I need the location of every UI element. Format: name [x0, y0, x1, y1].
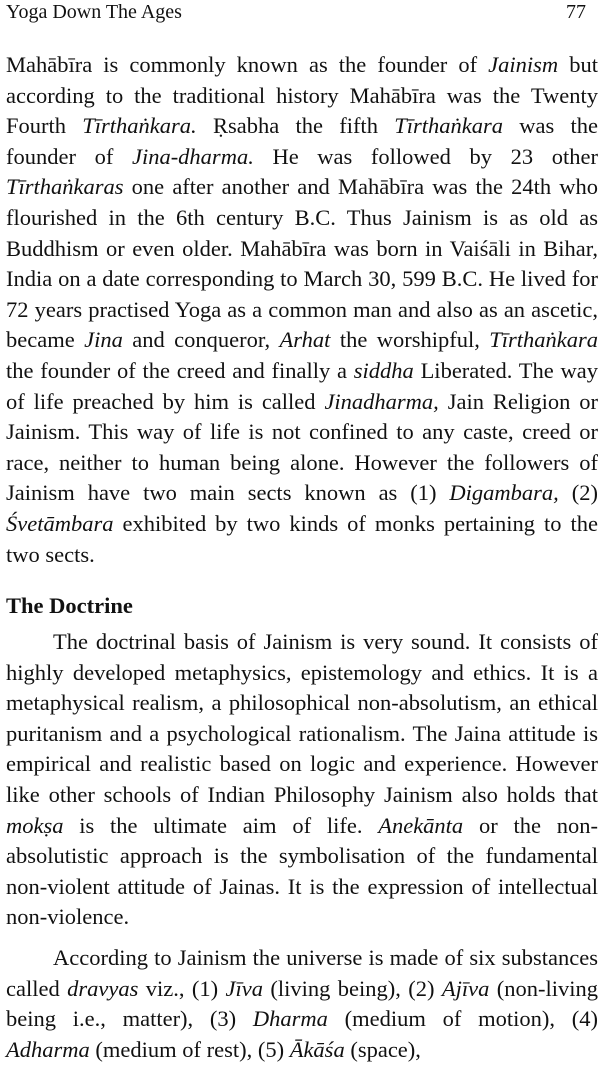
italic-term: Digambara, — [449, 480, 559, 506]
paragraph-3: According to Jainism the universe is made of six substances called dravyas viz., (1) Jīva (living being), (2) Ajīva (non-living being i.e., matter), (3) Dharma (medium of motion), (4) Adharma (medium of rest), (5) Ākāśa (space), — [6, 945, 598, 1062]
italic-term: Śvetāmbara — [6, 510, 114, 536]
section-heading: The Doctrine — [6, 593, 133, 619]
body-text — [6, 50, 598, 1065]
italic-term: Dharma — [252, 1006, 328, 1032]
page-number: 77 — [566, 1, 586, 23]
italic-term: Jina — [84, 327, 123, 353]
running-title: Yoga Down The Ages — [6, 1, 182, 23]
italic-term: Jainism — [488, 52, 559, 77]
italic-term: Ajīva — [441, 975, 490, 1001]
italic-term: mokṣa — [6, 812, 64, 838]
italic-term: dravyas — [67, 975, 139, 1001]
italic-term: siddha — [353, 357, 414, 383]
italic-term: Jīva — [225, 975, 263, 1001]
italic-term: Tīrthaṅkara — [394, 113, 503, 139]
italic-term: Adharma — [6, 1036, 90, 1062]
italic-term: Anekānta — [378, 812, 464, 838]
italic-term: Arhat — [279, 327, 331, 353]
italic-term: Jinadharma, — [324, 388, 439, 414]
italic-term: Ākāśa — [289, 1036, 345, 1062]
italic-term: Tīrthaṅkara. — [82, 113, 197, 139]
page-header — [0, 0, 600, 30]
paragraph-2: The doctrinal basis of Jainism is very sound. It consists of highly developed metaphysics, epistemology and ethics. It is a metaphysical realism, a philosophical non-absolutism, an ethical puritanism and a psychological rationalism. The Jaina attitude is empirical and realistic based on logic and experience. However like other schools of Indian Philosophy Jainism also holds that mokṣa is the ultimate aim of life. Anekānta or the non-absolutistic approach is the symbolisation of the fundamental non-violent attitude of Jainas. It is the expression of intellectual non-violence. — [6, 629, 598, 930]
italic-term: Tīrthaṅkaras — [6, 174, 124, 200]
italic-term: Jina-dharma. — [131, 143, 254, 169]
italic-term: Tīrthaṅkara — [489, 327, 599, 353]
paragraph-1: Mahābīra is commonly known as the founder of Jainism but according to the traditional history Mahābīra was the Twenty Fourth Tīrthaṅkara. Ṛsabha the fifth Tīrthaṅkara was the founder of Jina-dharma. He was followed by 23 other Tīrthaṅkaras one after another and Mahābīra was the 24th who flourished in the 6th century B.C. Thus Jainism is as old as Buddhism or even older. Mahābīra was born in Vaiśāli in Bihar, India on a date corresponding to March 30, 599 B.C. He lived for 72 years practised Yoga as a common man and also as an ascetic, became Jina and conqueror, Arhat the worshipful, Tīrthaṅkara the founder of the creed and finally a siddha Liberated. The way of life preached by him is called Jinadharma, Jain Religion or Jainism. This way of life is not confined to any caste, creed or race, neither to human being alone. However the followers of Jainism have two main sects known as (1) Digambara, (2) Śvetāmbara exhibited by two kinds of monks pertaining to the two sects. — [6, 52, 599, 567]
